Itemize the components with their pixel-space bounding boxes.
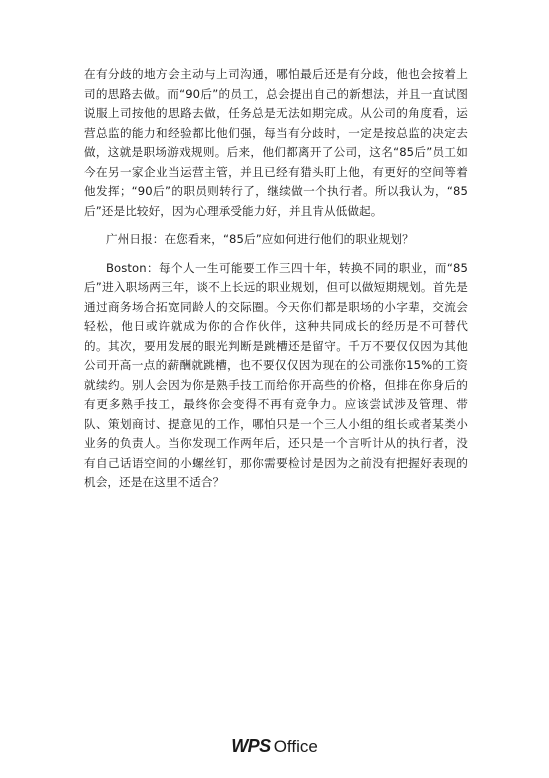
logo-office-text: Office xyxy=(273,736,318,756)
logo-wps-text: WPS xyxy=(231,735,271,756)
body-paragraph: 在有分歧的地方会主动与上司沟通，哪怕最后还是有分歧，他也会按着上司的思路去做。而“90后”的员工，总会提出自己的新想法，并且一直试图说服上司按他的思路去做，任务总是无法如期完成。从公司的角度看，运营总监的能力和经验都比他们强，每当有分歧时，一定是按总监的决定去做，这就是职场游戏规则。后来，他们都离开了公司，这名“85后”员工如今在另一家企业当运营主管，并且已经有猎头盯上他，有更好的空间等着他发挥；“90后”的职员则转行了，继续做一个执行者。所以我认为，“85后”还是比较好，因为心理承受能力好，并且肯从低做起。 xyxy=(84,67,468,218)
page-footer xyxy=(0,735,549,757)
wps-office-logo xyxy=(231,736,318,757)
interview-question: 广州日报：在您看来，“85后”应如何进行他们的职业规划？ xyxy=(106,232,414,246)
document-body xyxy=(84,65,468,493)
interview-answer: Boston：每个人一生可能要工作三四十年，转换不同的职业，而“85后”进入职场两三年，谈不上长远的职业规划，但可以做短期规划。首先是通过商务场合拓宽同龄人的交际圈。今天你们都是职场的小字辈，交流会轻松，他日或许就成为你的合作伙伴，这种共同成长的经历是不可替代的。其次，要用发展的眼光判断是跳槽还是留守。千万不要仅仅因为其他公司开高一点的薪酬就跳槽，也不要仅仅因为现在的公司涨你15%的工资就续约。别人会因为你是熟手技工而给你开高些的价格，但排在你身后的有更多熟手技工，最终你会变得不再有竞争力。应该尝试涉及管理、带队、策划商讨、提意见的工作，哪怕只是一个三人小组的组长或者某类小业务的负责人。当你发现工作两年后，还只是一个言听计从的执行者，没有自己话语空间的小螺丝钉，那你需要检讨是因为之前没有把握好表现的机会，还是在这里不适合？ xyxy=(84,260,468,489)
